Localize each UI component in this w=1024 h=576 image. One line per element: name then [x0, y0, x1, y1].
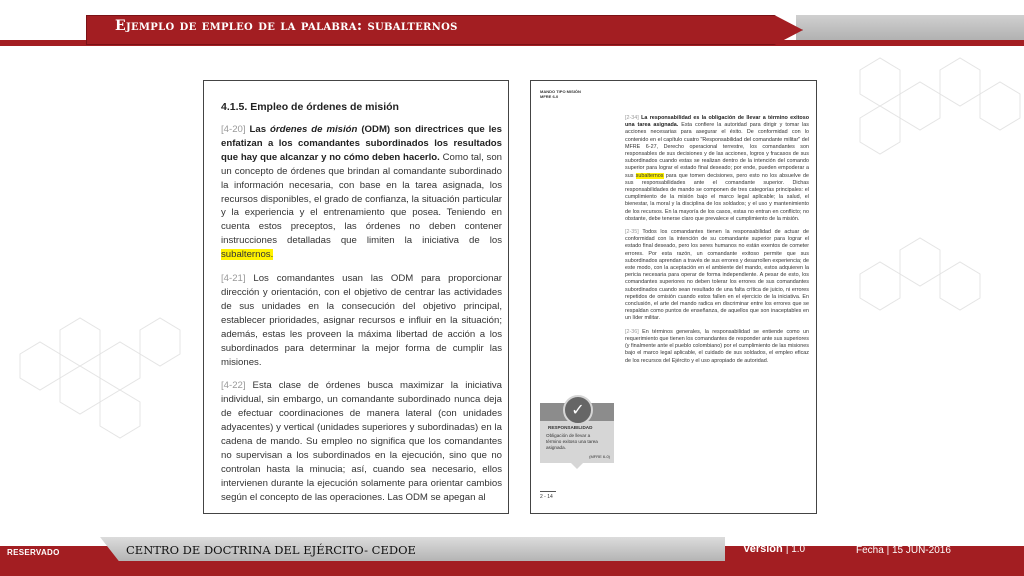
- left-page-body: [221, 123, 502, 515]
- classification-label: RESERVADO: [7, 548, 60, 557]
- highlighted-word-subalternos: subalternos: [635, 172, 664, 179]
- document-page-left: [203, 80, 509, 514]
- running-header: MANDO TIPO MISIÓN MFRE 6-0: [540, 89, 581, 99]
- paragraph-4-20: [4-20] Las órdenes de misión (ODM) son directrices que les enfatizan a los comandantes subordinados los resultados que hay que alcanzar y no cómo deben hacerlo. Como tal, son un concepto de órdenes que brindan al comandante subordinado la información necesaria, con base en la tarea asignada, los recursos disponibles, el grado de confianza, la situación particular y la experiencia y el entrenamiento que posea. Teniendo en cuenta estos preceptos, las órdenes no deben contener instrucciones detalladas que limiten la iniciativa de los subalternos.: [221, 124, 502, 261]
- definition-reference: (MFRE 6-0): [589, 454, 610, 459]
- definition-title: RESPONSABILIDAD: [548, 425, 593, 430]
- header-gray-tab: [796, 15, 1024, 41]
- paragraph-2-36: [2-36] En términos generales, la responsabilidad se entiende como un requerimiento que tienen los comandantes de responder ante sus superiores (y finalmente ante el pueblo colombiano) por el cumplimiento de las misiones bajo el marco legal aplicable, el cuidado de sus soldados, el empleo eficaz de los recursos del Ejército y el uso apropiado de autoridad.: [625, 328, 809, 364]
- section-heading: 4.1.5. Empleo de órdenes de misión: [221, 101, 399, 113]
- definition-text: Obligación de llevar a término exitoso una tarea asignada.: [546, 433, 598, 450]
- paragraph-2-34: [2-34] La responsabilidad es la obligación de llevar a término exitoso una tarea asignada. Esta confiere la autoridad para dirigir y tomar las acciones necesarias para asegurar el éxito. De conformidad con lo contenido en el capítulo cuatro "Responsabilidad del comandante militar" del MFRE 6-27, Derecho operacional terrestre, los comandantes son responsables de sus decisiones y de las acciones, logros y fracasos de sus subordinados cuando estas se realizan dentro de la intención del comando superior para lograr el estado final deseado; por ende, pueden empoderar a sus subalternos para que tomen decisiones, pero esto no los absuelve de sus responsabilidades ante el comandante superior. Dichas responsabilidades de mando se componen de tres categorías principales: el cumplimiento de la misión bajo el marco legal aplicable; la salud, el bienestar, la moral y la disciplina de los soldados; y el uso y mantenimiento de los recursos. En la mayoría de los casos, estas no entran en conflicto; no obstante, debe tenerse claro que prevalece el cumplimiento de la misión.: [625, 115, 809, 222]
- document-page-right: [530, 80, 817, 514]
- organization-name: CENTRO DE DOCTRINA DEL EJÉRCITO- CEDOE: [126, 543, 416, 557]
- date-info: Fecha | 15 JUN-2016: [856, 545, 951, 556]
- highlighted-word-subalternos: subalternos.: [221, 249, 274, 261]
- right-page-body: [625, 115, 809, 371]
- check-icon: ✓: [563, 395, 593, 425]
- paragraph-4-21: [4-21] Los comandantes usan las ODM para proporcionar dirección y orientación, con el objetivo de centrar las actividades de sus unidades en la consecución del objetivo principal, establecer prioridades, asignar recursos e influir en la situación; además, estas les proveen la máxima libertad de acción a los subordinados para determinar la mejor forma de cumplir las misiones.: [221, 273, 502, 368]
- page-number-rule: [540, 491, 556, 492]
- definition-box: [540, 400, 614, 463]
- page-number: 2 - 14: [540, 494, 553, 500]
- version-info: Versión | 1.0: [743, 543, 806, 555]
- paragraph-2-35: [2-35] Todos los comandantes tienen la responsabilidad de actuar de conformidad con la intención de su comandante superior para lograr el estado final deseado, pero los seres humanos no están exentos de cometer errores. Por esta razón, un comandante exitoso permite que sus subordinados aprendan a través de sus errores y desarrollen experiencia; de este modo, con la aceptación en el ambiente del mando, estos adquieren la pericia necesaria para operar de forma independiente. A pesar de esto, los comandantes superiores no deben tolerar los errores de sus comandantes subordinados cuando sean resultado de una falta crítica de juicio, ni errores repetidos de omisión cuando estos fallen en el ejercicio de la iniciativa. En conclusión, el arte del mando radica en discriminar entre los errores que se respaldan como puntos de enseñanza, de aquellos que son inaceptables en un líder militar.: [625, 229, 809, 322]
- slide-title: Ejemplo de empleo de la palabra: subalternos: [115, 18, 458, 34]
- paragraph-4-22: [4-22] Esta clase de órdenes busca maximizar la iniciativa individual, sin embargo, un comandante subordinado nunca deja de efectuar coordinaciones de manera lateral (con unidades adyacentes) y vertical (unidades superiores y subordinadas) en la cadena de mando. Su empleo no significa que los comandantes no supervisan a los subordinados en la ejecución, sino que no controlan hasta la minucia; así, cuando sea necesario, ellos intervienen durante la ejecución solamente para orientar cambios según el concepto de las operaciones. Las ODM se apegan al: [221, 380, 502, 503]
